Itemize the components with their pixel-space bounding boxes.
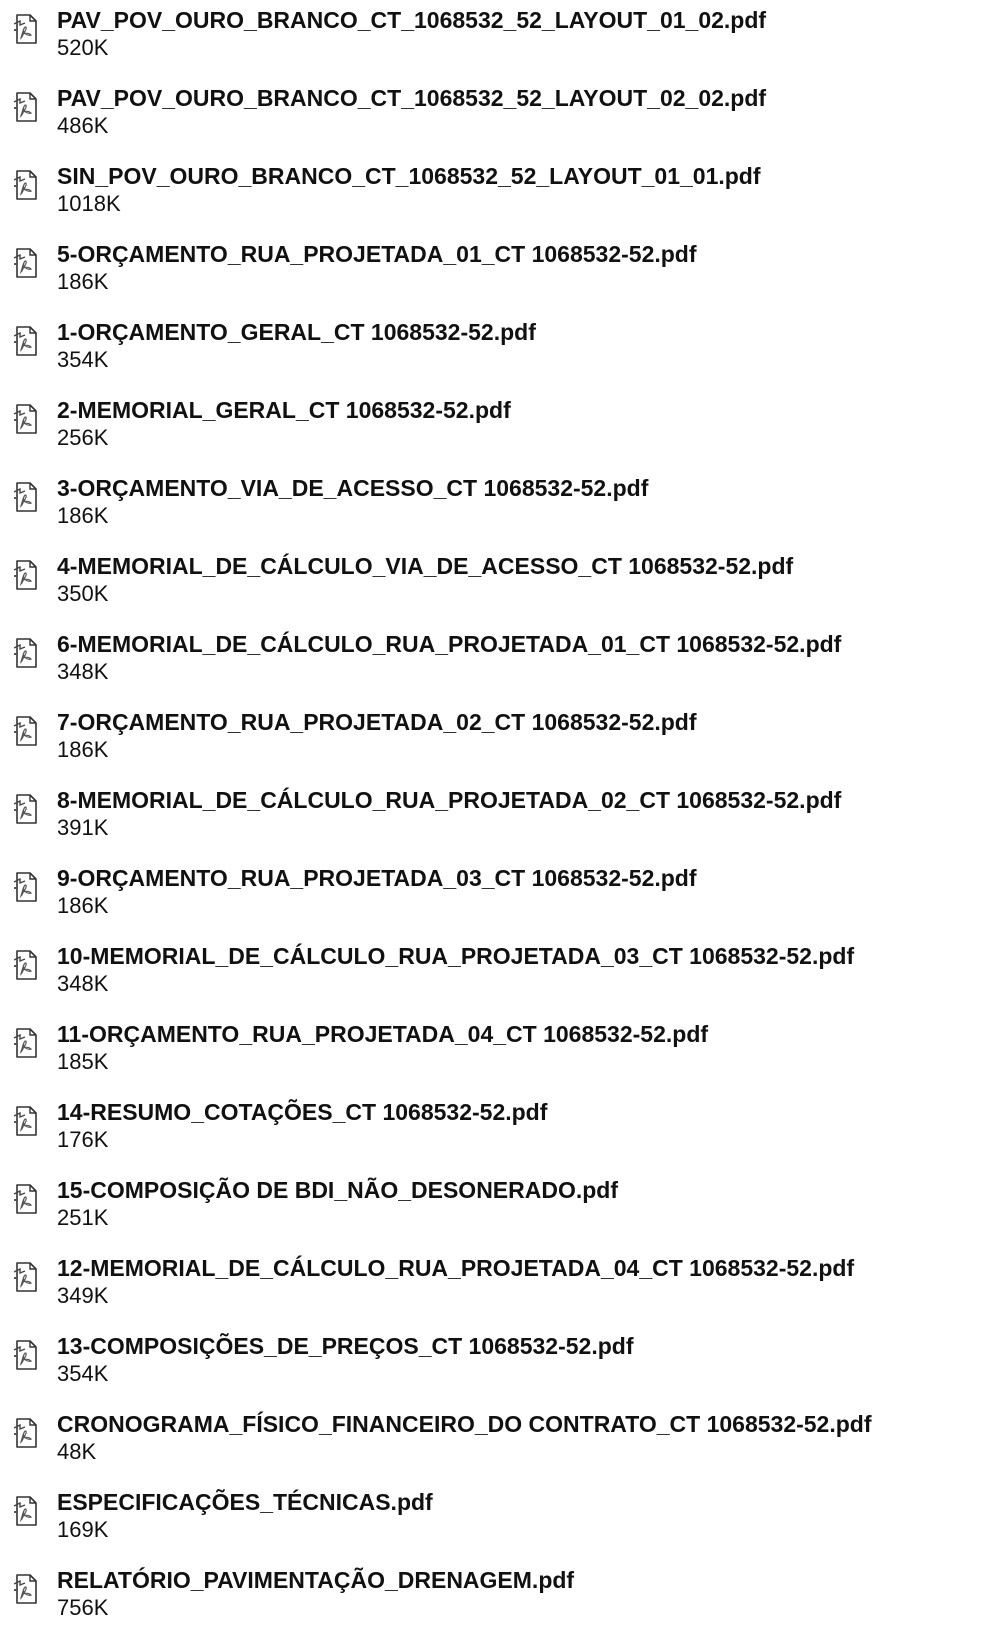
file-size: 520K	[57, 35, 109, 60]
pdf-file-icon	[12, 1416, 40, 1450]
file-name[interactable]: 5-ORÇAMENTO_RUA_PROJETADA_01_CT 1068532-52.pdf	[57, 241, 697, 267]
file-size: 48K	[57, 1439, 97, 1464]
file-name[interactable]: 15-COMPOSIÇÃO DE BDI_NÃO_DESONERADO.pdf	[57, 1177, 619, 1203]
file-size: 176K	[57, 1127, 109, 1152]
file-name[interactable]: ESPECIFICAÇÕES_TÉCNICAS.pdf	[57, 1489, 433, 1515]
file-name[interactable]: 9-ORÇAMENTO_RUA_PROJETADA_03_CT 1068532-52.pdf	[57, 865, 697, 891]
attachment-item[interactable]	[0, 631, 991, 701]
attachment-item[interactable]	[0, 319, 991, 389]
pdf-file-icon	[12, 1494, 40, 1528]
pdf-file-icon	[12, 792, 40, 826]
file-name[interactable]: 12-MEMORIAL_DE_CÁLCULO_RUA_PROJETADA_04_CT 1068532-52.pdf	[57, 1255, 855, 1281]
attachment-item[interactable]	[0, 1489, 991, 1559]
file-name[interactable]: 7-ORÇAMENTO_RUA_PROJETADA_02_CT 1068532-52.pdf	[57, 709, 697, 735]
attachment-item[interactable]	[0, 787, 991, 857]
attachment-item[interactable]	[0, 1177, 991, 1247]
attachment-item[interactable]	[0, 163, 991, 233]
file-size: 256K	[57, 425, 109, 450]
file-size: 391K	[57, 815, 109, 840]
file-size: 349K	[57, 1283, 109, 1308]
attachment-item[interactable]	[0, 1411, 991, 1481]
file-name[interactable]: CRONOGRAMA_FÍSICO_FINANCEIRO_DO CONTRATO_CT 1068532-52.pdf	[57, 1411, 872, 1437]
file-name[interactable]: PAV_POV_OURO_BRANCO_CT_1068532_52_LAYOUT_02_02.pdf	[57, 85, 767, 111]
pdf-file-icon	[12, 324, 40, 358]
attachment-item[interactable]	[0, 475, 991, 545]
file-name[interactable]: 10-MEMORIAL_DE_CÁLCULO_RUA_PROJETADA_03_CT 1068532-52.pdf	[57, 943, 855, 969]
file-size: 186K	[57, 893, 109, 918]
pdf-file-icon	[12, 90, 40, 124]
attachment-item[interactable]	[0, 397, 991, 467]
pdf-file-icon	[12, 636, 40, 670]
file-size: 169K	[57, 1517, 109, 1542]
pdf-file-icon	[12, 870, 40, 904]
pdf-file-icon	[12, 1026, 40, 1060]
file-name[interactable]: 11-ORÇAMENTO_RUA_PROJETADA_04_CT 1068532-52.pdf	[57, 1021, 709, 1047]
pdf-file-icon	[12, 1338, 40, 1372]
pdf-file-icon	[12, 1260, 40, 1294]
pdf-file-icon	[12, 1572, 40, 1606]
file-size: 186K	[57, 269, 109, 294]
pdf-file-icon	[12, 12, 40, 46]
attachment-item[interactable]	[0, 1255, 991, 1325]
file-size: 354K	[57, 1361, 109, 1386]
attachment-item[interactable]	[0, 553, 991, 623]
attachment-item[interactable]	[0, 709, 991, 779]
attachment-item[interactable]	[0, 1021, 991, 1091]
attachment-item[interactable]	[0, 865, 991, 935]
pdf-file-icon	[12, 948, 40, 982]
file-name[interactable]: PAV_POV_OURO_BRANCO_CT_1068532_52_LAYOUT_01_02.pdf	[57, 7, 767, 33]
file-size: 348K	[57, 659, 109, 684]
attachment-item[interactable]	[0, 1099, 991, 1169]
file-name[interactable]: 2-MEMORIAL_GERAL_CT 1068532-52.pdf	[57, 397, 511, 423]
pdf-file-icon	[12, 402, 40, 436]
file-name[interactable]: SIN_POV_OURO_BRANCO_CT_1068532_52_LAYOUT_01_01.pdf	[57, 163, 761, 189]
file-name[interactable]: 8-MEMORIAL_DE_CÁLCULO_RUA_PROJETADA_02_CT 1068532-52.pdf	[57, 787, 842, 813]
file-size: 186K	[57, 503, 109, 528]
file-size: 354K	[57, 347, 109, 372]
file-size: 486K	[57, 113, 109, 138]
file-name[interactable]: 14-RESUMO_COTAÇÕES_CT 1068532-52.pdf	[57, 1099, 548, 1125]
attachment-item[interactable]	[0, 241, 991, 311]
file-size: 756K	[57, 1595, 109, 1620]
attachment-item[interactable]	[0, 7, 991, 77]
file-size: 251K	[57, 1205, 109, 1230]
attachment-item[interactable]	[0, 1333, 991, 1403]
file-name[interactable]: 6-MEMORIAL_DE_CÁLCULO_RUA_PROJETADA_01_CT 1068532-52.pdf	[57, 631, 842, 657]
file-name[interactable]: 13-COMPOSIÇÕES_DE_PREÇOS_CT 1068532-52.pdf	[57, 1333, 634, 1359]
pdf-file-icon	[12, 246, 40, 280]
file-size: 1018K	[57, 191, 121, 216]
attachment-item[interactable]	[0, 1567, 991, 1637]
file-size: 185K	[57, 1049, 109, 1074]
file-name[interactable]: 1-ORÇAMENTO_GERAL_CT 1068532-52.pdf	[57, 319, 536, 345]
attachment-item[interactable]	[0, 85, 991, 155]
file-name[interactable]: RELATÓRIO_PAVIMENTAÇÃO_DRENAGEM.pdf	[57, 1567, 575, 1593]
file-name[interactable]: 4-MEMORIAL_DE_CÁLCULO_VIA_DE_ACESSO_CT 1068532-52.pdf	[57, 553, 794, 579]
file-size: 350K	[57, 581, 109, 606]
pdf-file-icon	[12, 168, 40, 202]
pdf-file-icon	[12, 480, 40, 514]
pdf-file-icon	[12, 1104, 40, 1138]
pdf-file-icon	[12, 558, 40, 592]
pdf-file-icon	[12, 714, 40, 748]
attachment-item[interactable]	[0, 943, 991, 1013]
file-size: 186K	[57, 737, 109, 762]
file-size: 348K	[57, 971, 109, 996]
file-name[interactable]: 3-ORÇAMENTO_VIA_DE_ACESSO_CT 1068532-52.pdf	[57, 475, 649, 501]
pdf-file-icon	[12, 1182, 40, 1216]
